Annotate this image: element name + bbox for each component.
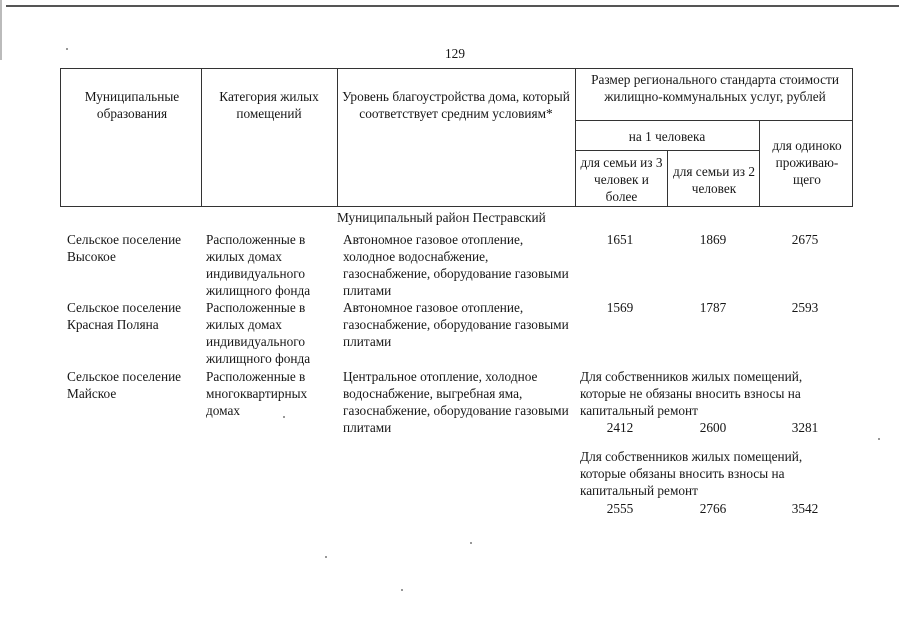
- row-1-category: Расположенные в жилых домах индивидуального жилищного фонда: [206, 232, 311, 298]
- row-3-obliged-family-3: 2555: [606, 501, 634, 516]
- row-3-obliged-family-2: 2766: [699, 501, 727, 516]
- row-2-value-single: 2593: [791, 300, 819, 315]
- row-3-not-obliged-family-3: 2412: [606, 420, 634, 435]
- row-1-municipality: Сельское поселение Высокое: [67, 232, 182, 264]
- header-divider: [759, 120, 760, 206]
- row-1-value-family-3: 1651: [606, 232, 634, 247]
- row-3-category: Расположенные в многоквартирных домах: [206, 369, 308, 418]
- header-level: Уровень благоустройства дома, который соответствует средним условиям*: [342, 89, 570, 121]
- row-2-value-family-2: 1787: [699, 300, 727, 315]
- row-3-note-not-obliged: Для собственников жилых помещений, которые не обязаны вносить взносы на капитальный ремонт: [580, 369, 803, 418]
- row-2-level: Автономное газовое отопление, газоснабжение, оборудование газовыми плитами: [343, 300, 569, 349]
- row-3-obliged-single: 3542: [791, 501, 819, 516]
- header-divider: [337, 69, 338, 206]
- header-per-person: на 1 человека: [628, 129, 706, 144]
- page-number: 129: [445, 46, 465, 61]
- page-top-border: [6, 5, 899, 7]
- row-3-not-obliged-family-2: 2600: [699, 420, 727, 435]
- table-header: [60, 68, 853, 207]
- scan-speck: [401, 589, 403, 591]
- header-standard-title: Размер регионального стандарта стоимости жилищно-коммунальных услуг, рублей: [591, 72, 839, 104]
- row-3-note-obliged: Для собственников жилых помещений, которые обязаны вносить взносы на капитальный ремонт: [580, 449, 803, 498]
- header-divider: [575, 120, 852, 121]
- header-family-3: для семьи из 3 человек и более: [580, 155, 663, 204]
- header-category: Категория жилых помещений: [219, 89, 319, 121]
- row-3-not-obliged-single: 3281: [791, 420, 819, 435]
- header-divider: [667, 150, 668, 206]
- district-title: Муниципальный район Пестравский: [337, 210, 546, 225]
- header-divider: [201, 69, 202, 206]
- scan-speck: [470, 542, 472, 544]
- row-1-value-single: 2675: [791, 232, 819, 247]
- scan-speck: [283, 416, 285, 418]
- scan-speck: [878, 438, 880, 440]
- scan-speck: [66, 48, 68, 50]
- row-2-category: Расположенные в жилых домах индивидуального жилищного фонда: [206, 300, 311, 366]
- header-single: для одиноко проживаю- щего: [772, 138, 842, 187]
- header-municipality: Муниципальные образования: [84, 89, 180, 121]
- row-3-level: Центральное отопление, холодное водоснабжение, выгребная яма, газоснабжение, оборудование газовыми плитами: [343, 369, 569, 435]
- row-2-municipality: Сельское поселение Красная Поляна: [67, 300, 182, 332]
- row-1-value-family-2: 1869: [699, 232, 727, 247]
- scan-edge-mark: [0, 0, 2, 60]
- row-3-municipality: Сельское поселение Майское: [67, 369, 182, 401]
- row-2-value-family-3: 1569: [606, 300, 634, 315]
- row-1-level: Автономное газовое отопление, холодное водоснабжение, газоснабжение, оборудование газовыми плитами: [343, 232, 569, 298]
- scan-speck: [325, 556, 327, 558]
- header-family-2: для семьи из 2 человек: [672, 164, 756, 196]
